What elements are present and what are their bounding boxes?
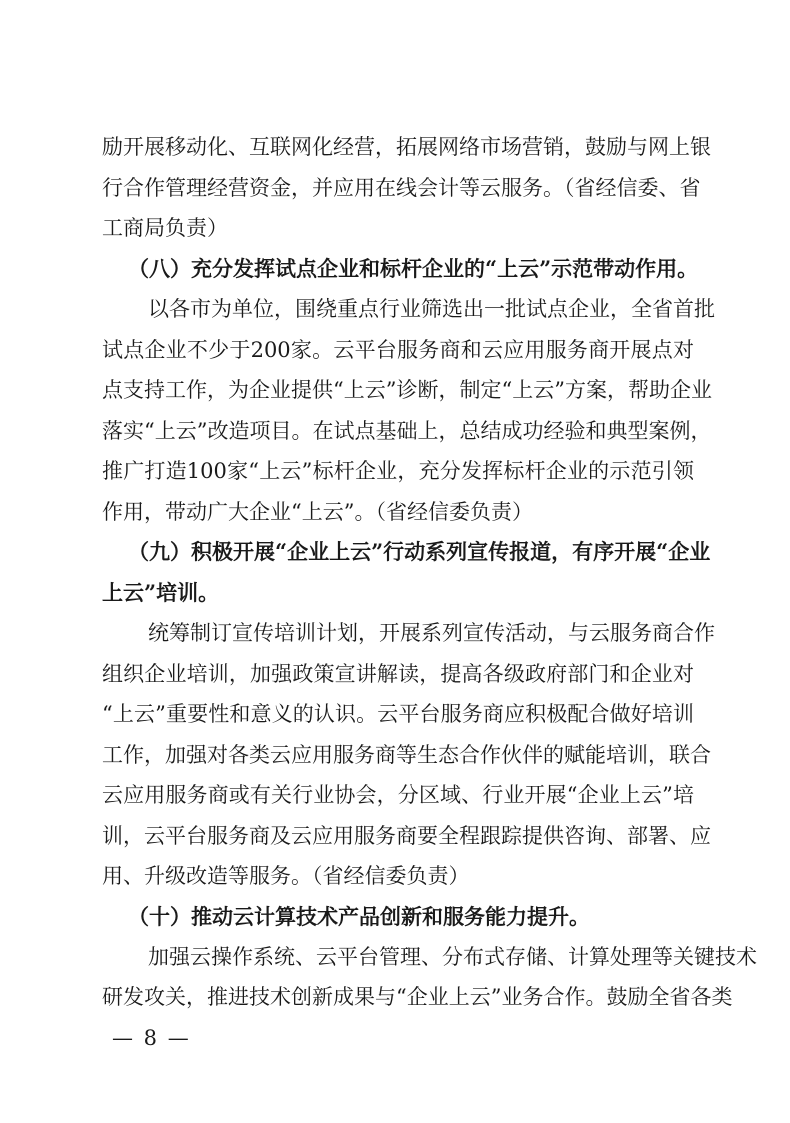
- text-line: 统筹制订宣传培训计划，开展系列宣传活动，与云服务商合作: [148, 621, 715, 645]
- text-line: 落实“上云”改造项目。在试点基础上，总结成功经验和典型案例，: [102, 419, 712, 443]
- text-line: 研发攻关，推进技术创新成果与“企业上云”业务合作。鼓励全省各类: [102, 985, 733, 1009]
- text-line: 云应用服务商或有关行业协会，分区域、行业开展“企业上云”培: [102, 783, 694, 807]
- page-number: — 8 —: [112, 1026, 191, 1050]
- section-heading: 上云”培训。: [102, 580, 220, 605]
- text-line: 用、升级改造等服务。（省经信委负责）: [102, 864, 470, 888]
- text-line: 以各市为单位，围绕重点行业筛选出一批试点企业，全省首批: [148, 297, 715, 321]
- section-heading: （八）充分发挥试点企业和标杆企业的“上云”示范带动作用。: [128, 256, 699, 281]
- text-line: 组织企业培训，加强政策宣讲解读，提高各级政府部门和企业对: [102, 662, 694, 686]
- text-line: 工作，加强对各类云应用服务商等生态合作伙伴的赋能培训，联合: [102, 743, 711, 767]
- text-line: 作用，带动广大企业“上云”。（省经信委负责）: [102, 500, 533, 524]
- text-line: 行合作管理经营资金，并应用在线会计等云服务。（省经信委、省: [102, 176, 701, 200]
- text-line: 推广打造100家“上云”标杆企业，充分发挥标杆企业的示范引领: [102, 459, 694, 483]
- section-heading: （九）积极开展“企业上云”行动系列宣传报道，有序开展“企业: [128, 539, 711, 564]
- section-heading: （十）推动云计算技术产品创新和服务能力提升。: [128, 904, 590, 929]
- text-line: 训，云平台服务商及云应用服务商要全程跟踪提供咨询、部署、应: [102, 824, 711, 848]
- text-line: 工商局负责）: [102, 216, 228, 240]
- text-line: 试点企业不少于200家。云平台服务商和云应用服务商开展点对: [102, 338, 694, 362]
- text-line: 加强云操作系统、云平台管理、分布式存储、计算处理等关键技术: [148, 945, 757, 969]
- text-line: 点支持工作，为企业提供“上云”诊断，制定“上云”方案，帮助企业: [102, 378, 712, 402]
- text-line: “上云”重要性和意义的认识。云平台服务商应积极配合做好培训: [102, 702, 694, 726]
- text-line: 励开展移动化、互联网化经营，拓展网络市场营销，鼓励与网上银: [102, 135, 711, 159]
